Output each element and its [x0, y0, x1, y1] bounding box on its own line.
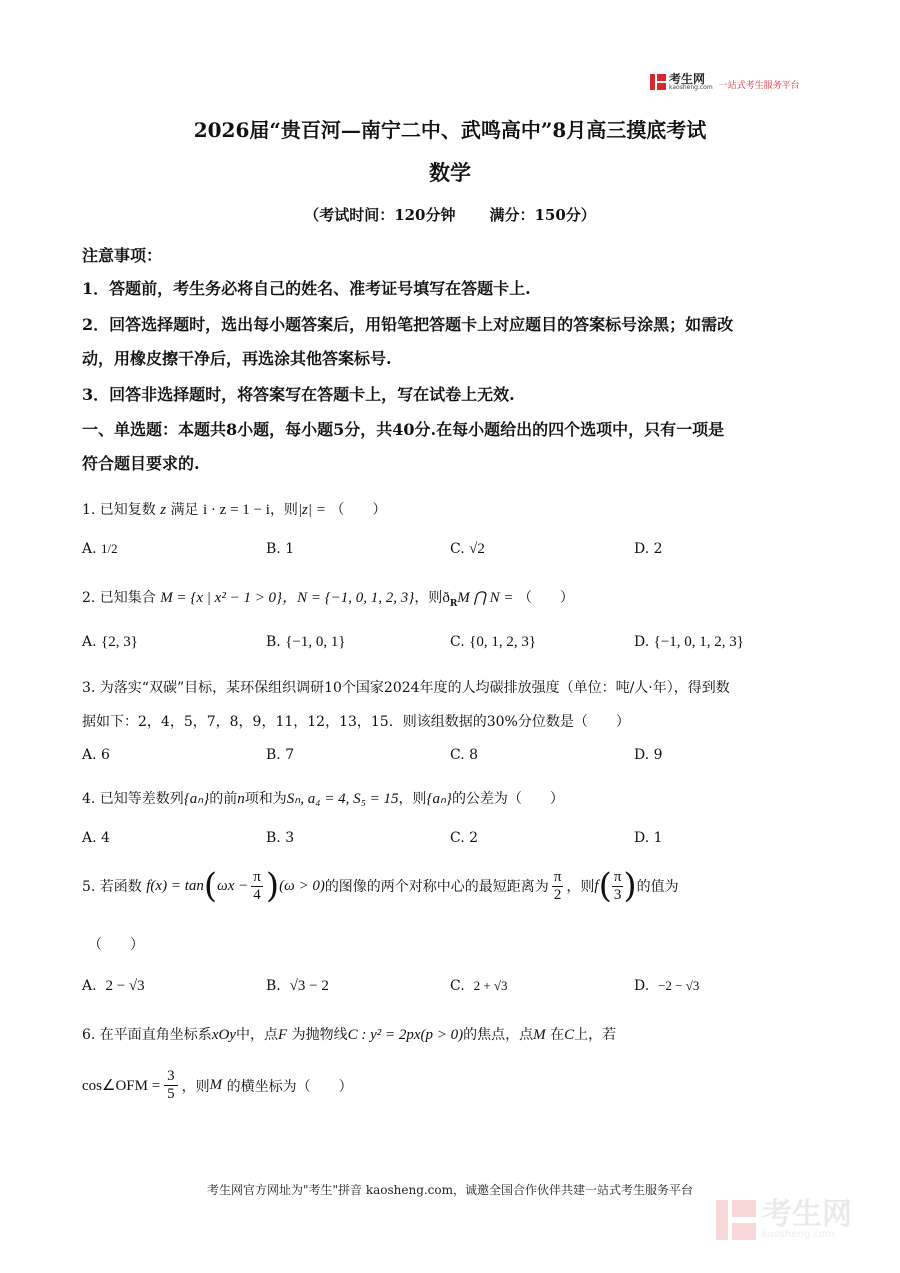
- footer-text: 考生网官方网址为"考生"拼音 kaosheng.com，诚邀全国合作伙伴共建一站式考生服务平台: [206, 1183, 694, 1197]
- watermark-name: 考生网: [762, 1197, 852, 1232]
- q2-option-b-value: {−1, 0, 1}: [285, 634, 346, 650]
- question-6-line2: [82, 1068, 353, 1103]
- q5-then: ，则: [566, 879, 595, 895]
- q4-option-c: C. 2: [450, 830, 479, 846]
- q1-option-d: D. 2: [634, 541, 663, 557]
- notice-item-3: 3．回答非选择题时，将答案写在答题卡上，写在试卷上无效.: [82, 385, 515, 404]
- q1-then: ，则: [269, 502, 298, 518]
- exam-info: [0, 204, 900, 225]
- q4-sequence-2: {aₙ}: [426, 791, 452, 807]
- q1-text-mid: 满足: [170, 502, 199, 518]
- q5-frac-num: π: [253, 868, 261, 885]
- q4-condition: Sₙ, a₄ = 4, S₅ = 15: [286, 791, 399, 807]
- exam-title: 2026届“贵百河—南宁二中、武鸣高中”8月高三摸底考试: [193, 118, 707, 142]
- q2-option-c-value: {0, 1, 2, 3}: [469, 634, 537, 650]
- question-1: [82, 499, 386, 519]
- q1-answer-paren: （ ）: [330, 502, 387, 518]
- q6-point-m-2: M: [209, 1077, 223, 1093]
- q5-frac-den: 4: [253, 886, 261, 903]
- q1-option-b: B. 1: [266, 541, 295, 557]
- q3-option-c: C. 8: [450, 747, 479, 763]
- q1-abs: |z| =: [297, 502, 326, 518]
- q5-option-c-label: C.: [450, 978, 465, 994]
- q4-option-a: A. 4: [82, 830, 110, 846]
- exam-time: （考试时间：120分钟: [304, 206, 456, 224]
- q5-option-a: [82, 978, 145, 995]
- q5-paren2-open: (: [598, 866, 612, 906]
- notice-item-2-line1: 2．回答选择题时，选出每小题答案后，用铅笔把答题卡上对应题目的答案标号涂黑；如需改: [82, 315, 734, 334]
- q6-text-mid4: 在: [550, 1027, 565, 1043]
- section-1-line1: 一、单选题：本题共8小题，每小题5分，共40分.在每小题给出的四个选项中，只有一项是: [82, 420, 725, 439]
- q5-paren-close: ): [265, 866, 280, 906]
- q2-option-a-label: A.: [82, 634, 97, 650]
- q1-option-a: [82, 541, 118, 557]
- q1-var-z: z: [160, 502, 167, 518]
- q1-text: 1. 已知复数: [82, 502, 156, 518]
- q6-fraction: [164, 1068, 178, 1103]
- q3-option-a: A. 6: [82, 747, 110, 763]
- q4-text-mid2: 项和为: [244, 791, 287, 807]
- q5-text-post: 的值为: [636, 879, 679, 895]
- q4-sequence: {aₙ}: [183, 791, 210, 807]
- q2-option-d-label: D.: [634, 634, 650, 650]
- q2-expression: M ⋂ N =: [457, 590, 514, 606]
- q6-xoy: xOy: [211, 1027, 236, 1043]
- q6-frac-den: 5: [167, 1086, 175, 1102]
- logo-slogan: 一站式考生服务平台: [718, 80, 800, 91]
- watermark-logo-icon: [716, 1200, 756, 1240]
- q2-option-d: [634, 634, 744, 651]
- q6-text-post2: 的横坐标为（ ）: [226, 1078, 353, 1095]
- q2-option-d-value: {−1, 0, 1, 2, 3}: [653, 634, 744, 650]
- question-2: [82, 586, 574, 609]
- logo-name: 考生网: [669, 72, 706, 86]
- q6-point-f: F: [277, 1027, 288, 1043]
- q5-option-b: [266, 978, 329, 995]
- q5-option-c: [450, 978, 508, 994]
- q5-frac3-num: π: [613, 868, 622, 885]
- q2-answer-paren: （ ）: [517, 590, 574, 606]
- q4-text-post: 的公差为（ ）: [451, 791, 564, 807]
- kaosheng-logo[interactable]: [650, 73, 800, 91]
- q2-set-n: ，N = {−1, 0, 1, 2, 3}: [282, 590, 415, 606]
- q5-paren-open: (: [203, 866, 218, 906]
- q6-cos-expression: cos∠OFM =: [82, 1078, 161, 1094]
- q5-frac2-den: 2: [553, 886, 562, 903]
- q5-option-d: [634, 978, 699, 994]
- q6-curve-c: C: [564, 1027, 575, 1043]
- q5-text: 5. 若函数: [82, 879, 142, 895]
- q6-then: ，则: [181, 1078, 210, 1095]
- q4-text-mid: 的前: [209, 791, 238, 807]
- q5-frac-pi-3: [612, 869, 624, 904]
- q6-text: 6. 在平面直角坐标系: [82, 1027, 212, 1043]
- q2-text: 2. 已知集合: [82, 590, 156, 606]
- exam-subject: 数学: [429, 160, 471, 185]
- q6-frac-num: 3: [164, 1068, 178, 1086]
- q4-var-n: n: [237, 791, 245, 807]
- q1-option-c-label: C.: [450, 541, 465, 557]
- q5-paren2-close: ): [623, 866, 637, 906]
- notice-item-1: 1．答题前，考生务必将自己的姓名、准考证号填写在答题卡上.: [82, 279, 531, 298]
- q4-then: ，则: [398, 791, 427, 807]
- q2-option-a-value: {2, 3}: [101, 634, 138, 650]
- notice-item-2-line2: 动，用橡皮擦干净后，再选涂其他答案标号.: [82, 349, 392, 368]
- q2-complement-symbol: ð: [442, 590, 450, 606]
- q6-parabola: C : y² = 2px(p > 0): [347, 1027, 464, 1043]
- q5-option-c-value: 2 + √3: [473, 978, 508, 993]
- q2-option-c-label: C.: [450, 634, 465, 650]
- q5-text-mid: 的图像的两个对称中心的最短距离为: [324, 879, 549, 895]
- q5-arg: ωx −: [217, 877, 249, 894]
- q3-option-d: D. 9: [634, 747, 663, 763]
- q2-option-c: [450, 634, 536, 651]
- q6-text-mid3: 的焦点，点: [463, 1027, 534, 1043]
- q2-then: ，则: [414, 590, 443, 606]
- q5-option-a-label: A.: [82, 978, 97, 994]
- q3-option-b: B. 7: [266, 747, 295, 763]
- q4-option-d: D. 1: [634, 830, 663, 846]
- q4-text: 4. 已知等差数列: [82, 791, 184, 807]
- q1-equation: i · z = 1 − i: [203, 502, 270, 518]
- q5-option-a-value: 2 − √3: [105, 978, 145, 994]
- q5-option-b-value: √3 − 2: [289, 978, 329, 994]
- q5-frac-pi-2: [552, 869, 564, 904]
- q4-option-b: B. 3: [266, 830, 295, 846]
- kaosheng-logo-icon: [650, 74, 666, 90]
- q2-complement-sub: R: [449, 598, 458, 609]
- q6-text-mid2: 为抛物线: [291, 1027, 348, 1043]
- question-3-line2: 据如下：2，4，5，7，8，9，11，12，13，15．则该组数据的30%分位数是（ ）: [82, 714, 630, 730]
- q5-frac2-num: π: [553, 868, 562, 885]
- q5-frac3-den: 3: [613, 886, 622, 903]
- q6-text-post: 上，若: [574, 1027, 617, 1043]
- q5-frac-pi-4: [251, 869, 263, 904]
- q6-point-m: M: [533, 1027, 546, 1043]
- watermark-url: kaosheng.com: [762, 1229, 835, 1240]
- notice-heading: 注意事项：: [82, 246, 163, 265]
- question-6-line1: [82, 1024, 616, 1044]
- question-4: [82, 788, 564, 808]
- q1-option-a-value: 1/2: [101, 541, 118, 556]
- question-3-line1: 3. 为落实“双碳”目标，某环保组织调研10个国家2024年度的人均碳排放强度（单位：吨/人·年），得到数: [82, 680, 730, 696]
- q5-f: f: [594, 877, 599, 894]
- question-5: [82, 866, 679, 906]
- q5-condition: (ω > 0): [279, 877, 325, 894]
- q1-option-c: [450, 541, 485, 558]
- q5-function: f(x) = tan: [146, 877, 204, 894]
- q6-text-mid: 中，点: [235, 1027, 278, 1043]
- q2-option-b-label: B.: [266, 634, 281, 650]
- q2-option-b: [266, 634, 346, 651]
- q1-option-a-label: A.: [82, 541, 97, 557]
- q2-option-a: [82, 634, 138, 651]
- q5-option-d-label: D.: [634, 978, 650, 994]
- q2-set-m: M = {x | x² − 1 > 0}: [160, 590, 283, 606]
- q1-option-c-value: √2: [469, 541, 485, 557]
- watermark: [716, 1197, 852, 1240]
- exam-score: 满分：150分）: [489, 206, 596, 224]
- section-1-line2: 符合题目要求的.: [82, 454, 200, 473]
- q5-option-b-label: B.: [266, 978, 281, 994]
- logo-url: kaosheng.com: [669, 84, 713, 91]
- q5-answer-paren: （ ）: [88, 937, 144, 953]
- q5-option-d-value: −2 − √3: [658, 978, 700, 993]
